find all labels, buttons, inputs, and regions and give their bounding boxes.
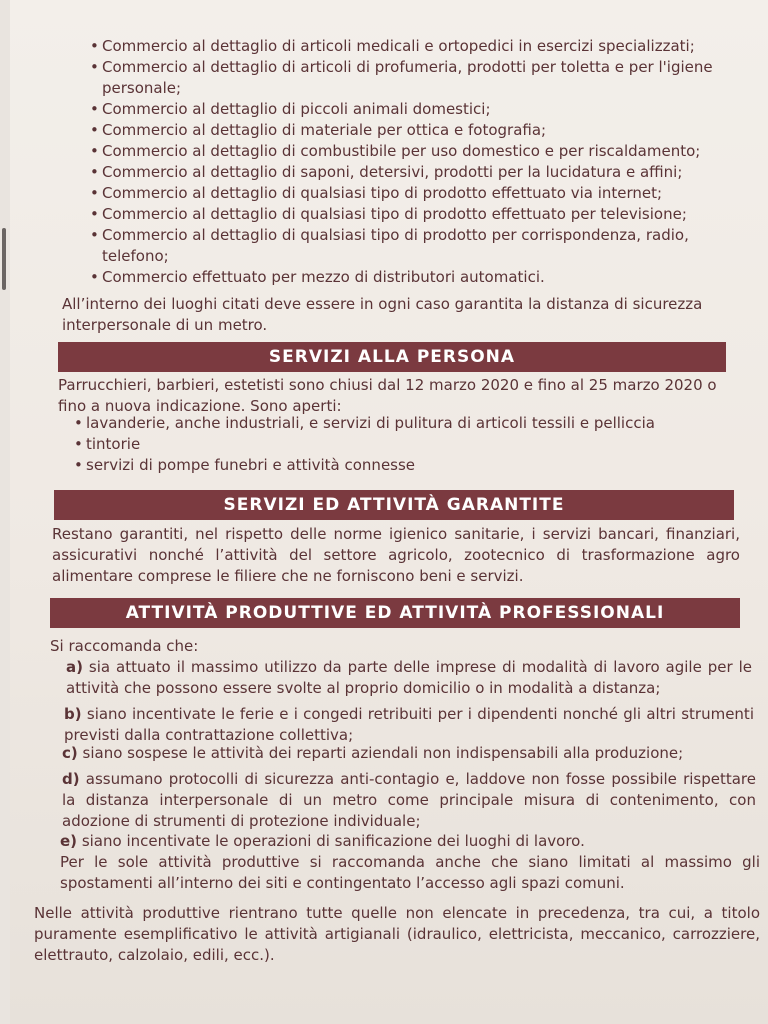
page-edge-mark [2,228,6,290]
list-item: • Commercio al dettaglio di materiale per ottica e fotografia; [90,120,720,141]
servizi-persona-intro: Parrucchieri, barbieri, estetisti sono chiusi dal 12 marzo 2020 e fino al 25 marzo 2020 o fino a nuova indicazione. Sono aperti: [58,376,717,415]
attivita-item-c [62,743,754,764]
commercio-list [90,36,720,288]
item-text: sia attuato il massimo utilizzo da parte delle imprese di modalità di lavoro agile per le attività che possono essere svolte al proprio domicilio o in modalità a distanza; [66,658,752,697]
list-item: • lavanderie, anche industriali, e servizi di pulitura di articoli tessili e pelliccia [74,413,724,434]
section-header-attivita-produttive: ATTIVITÀ PRODUTTIVE ED ATTIVITÀ PROFESSIONALI [50,598,740,628]
section-header-servizi-persona: SERVIZI ALLA PERSONA [58,342,726,372]
list-item: • Commercio al dettaglio di saponi, detersivi, prodotti per la lucidatura e affini; [90,162,720,183]
item-letter: b) [64,705,82,723]
attivita-item-d [62,769,756,832]
list-item: • tintorie [74,434,724,455]
item-text: siano incentivate le ferie e i congedi retribuiti per i dipendenti nonché gli altri strumenti previsti dalla contrattazione collettiva; [64,705,754,744]
item-letter: e) [60,832,78,850]
servizi-garantiti-text: Restano garantiti, nel rispetto delle norme igienico sanitarie, i servizi bancari, finanziari, assicurativi nonché l’attività del settore agricolo, zootecnico di trasformazione agro alimentare comprese le filiere che ne forniscono beni e servizi. [52,525,740,585]
list-item: • Commercio al dettaglio di qualsiasi tipo di prodotto effettuato per televisione; [90,204,720,225]
item-letter: c) [62,744,78,762]
list-item: • Commercio al dettaglio di combustibile per uso domestico e per riscaldamento; [90,141,720,162]
item-text: siano incentivate le operazioni di sanificazione dei luoghi di lavoro. [81,832,585,850]
item-letter: d) [62,770,80,788]
list-item: • Commercio al dettaglio di piccoli animali domestici; [90,99,720,120]
attivita-item-e [60,831,756,852]
item-text: siano sospese le attività dei reparti aziendali non indispensabili alla produzione; [82,744,684,762]
servizi-persona-list [74,413,724,476]
list-item: • Commercio al dettaglio di articoli di profumeria, prodotti per toletta e per l'igiene personale; [90,57,720,99]
item-letter: a) [66,658,83,676]
attivita-item-b [64,704,754,746]
list-item: • Commercio effettuato per mezzo di distributori automatici. [90,267,720,288]
list-item: • Commercio al dettaglio di articoli medicali e ortopedici in esercizi specializzati; [90,36,720,57]
closing-paragraph: Nelle attività produttive rientrano tutte quelle non elencate in precedenza, tra cui, a titolo puramente esemplificativo le attività artigianali (idraulico, elettricista, meccanico, carrozziere, elettrauto, calzolaio, edili, ecc.). [34,904,760,964]
distanza-note: All’interno dei luoghi citati deve essere in ogni caso garantita la distanza di sicurezza interpersonale di un metro. [62,295,703,334]
attivita-extra: Per le sole attività produttive si raccomanda anche che siano limitati al massimo gli spostamenti all’interno dei siti e contingentato l’accesso agli spazi comuni. [60,853,760,892]
list-item: • Commercio al dettaglio di qualsiasi tipo di prodotto effettuato via internet; [90,183,720,204]
attivita-intro: Si raccomanda che: [50,637,199,655]
list-item: • servizi di pompe funebri e attività connesse [74,455,724,476]
item-text: assumano protocolli di sicurezza anti-contagio e, laddove non fosse possibile rispettare la distanza interpersonale di un metro come principale misura di contenimento, con adozione di strumenti di protezione individuale; [62,770,756,830]
list-item: • Commercio al dettaglio di qualsiasi tipo di prodotto per corrispondenza, radio, telefono; [90,225,720,267]
section-header-servizi-garantiti: SERVIZI ED ATTIVITÀ GARANTITE [54,490,734,520]
attivita-item-a [66,657,752,699]
